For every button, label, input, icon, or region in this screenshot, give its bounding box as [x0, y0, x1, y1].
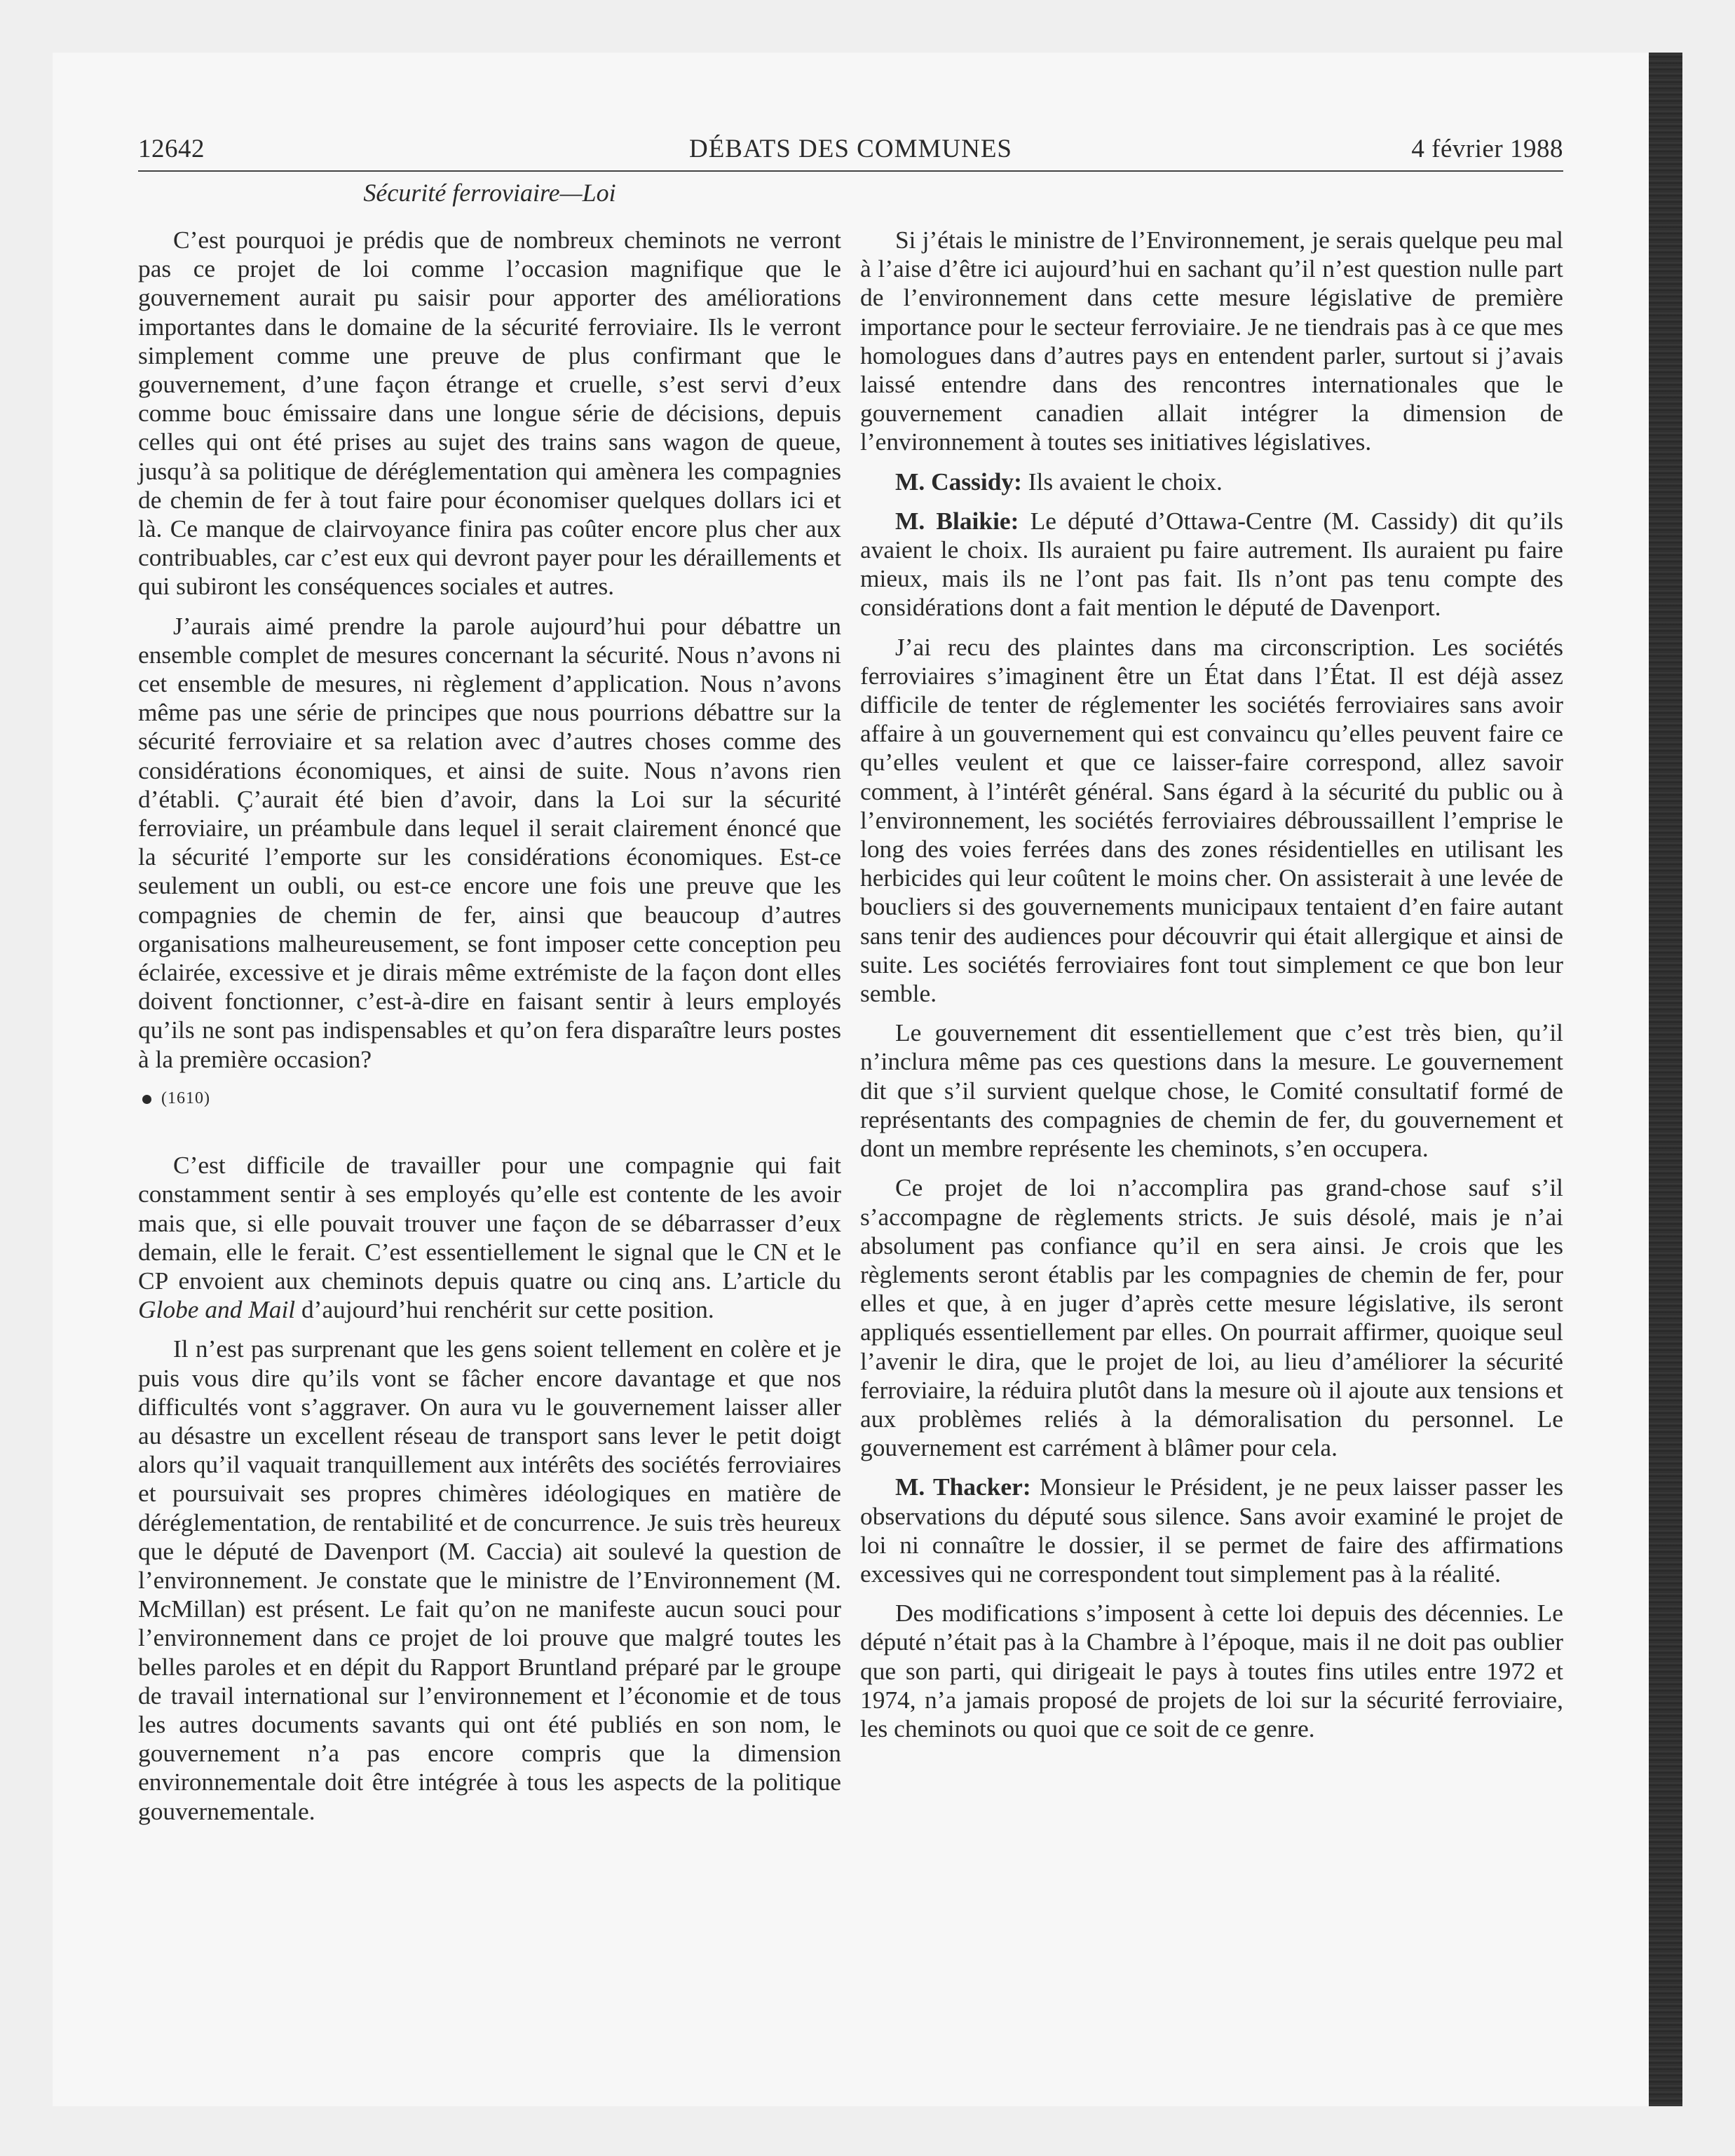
scan-edge-bar	[1649, 53, 1682, 2106]
speech	[860, 468, 1563, 496]
paragraph-text: d’aujourd’hui renchérit sur cette position.	[301, 1295, 714, 1324]
speech	[860, 1473, 1563, 1588]
speech-text: Ils avaient le choix.	[1028, 467, 1223, 496]
speaker-name: M. Blaikie:	[895, 506, 1019, 535]
section-subtitle: Sécurité ferroviaire—Loi	[363, 179, 616, 207]
publication-name: Globe and Mail	[138, 1295, 296, 1324]
paragraph: Il n’est pas surprenant que les gens soient tellement en colère et je puis vous dire qu’ils vont se fâcher encore davantage et que nos difficultés vont s’aggraver. On aura vu le gouvernement laisser aller au désastre un excellent réseau de transport sans lever le petit doigt alors qu’il vaquait tranquillement aux intérêts des sociétés ferroviaires et poursuivait ses propres chimères idéologiques en matière de déréglementation, de rentabilité et de concurrence. Je suis très heureux que le député de Davenport (M. Caccia) ait soulevé la question de l’environnement. Je constate que le ministre de l’Environnement (M. McMillan) est présent. Le fait qu’on ne manifeste aucun souci pour l’environnement dans ce projet de loi prouve que malgré toutes les belles paroles et en dépit du Rapport Bruntland préparé par le groupe de travail international sur l’environnement et l’économie et de tous les autres documents savants qui ont été publiés en son nom, le gouvernement n’a pas encore compris que la dimension environnementale doit être intégrée à tous les aspects de la politique gouvernementale.	[138, 1335, 841, 1825]
paragraph: Si j’étais le ministre de l’Environnement, je serais quelque peu mal à l’aise d’être ici aujourd’hui en sachant qu’il n’est question nulle part de l’environnement dans cette mesure législative de première importance pour le secteur ferroviaire. Je ne tiendrais pas à ce que mes homologues dans d’autres pays en entendent parler, surtout si j’avais laissé entendre dans des rencontres internationales que le gouvernement canadien allait intégrer la dimension de l’environnement à toutes ses initiatives législatives.	[860, 226, 1563, 456]
paragraph: Des modifications s’imposent à cette loi depuis des décennies. Le député n’était pas à la Chambre à l’époque, mais il ne doit pas oublier que son parti, qui dirigeait le pays à toutes fins utiles entre 1972 et 1974, n’a jamais proposé de projets de loi sur la sécurité ferroviaire, les cheminots ou quoi que ce soit de ce genre.	[860, 1599, 1563, 1742]
paragraph-text: C’est difficile de travailler pour une compagnie qui fait constamment sentir à ses employés qu’elle est contente de les avoir mais que, si elle pouvait trouver une façon de se débarrasser d’eux demain, elle le ferait. C’est essentiellement le signal que le CN et le CP envoient aux cheminots depuis quatre ou cinq ans. L’article du	[138, 1151, 841, 1295]
paragraph: C’est pourquoi je prédis que de nombreux cheminots ne verront pas ce projet de loi comme l’occasion magnifique que le gouvernement aurait pu saisir pour apporter des améliorations importantes dans le domaine de la sécurité ferroviaire. Ils le verront simplement comme une preuve de plus confirmant que le gouvernement, d’une façon étrange et cruelle, s’est servi d’eux comme bouc émissaire dans une longue série de décisions, depuis celles qui ont été prises au sujet des trains sans wagon de queue, jusqu’à sa politique de déréglementation qui amènera les compagnies de chemin de fer à tout faire pour économiser quelques dollars ici et là. Ce manque de clairvoyance finira pas coûter encore plus cher aux contribuables, car c’est eux qui devront payer pour les déraillements et qui subiront les conséquences sociales et autres.	[138, 226, 841, 601]
time-label: (1610)	[161, 1089, 210, 1107]
paragraph: Le gouvernement dit essentiellement que c’est très bien, qu’il n’inclura même pas ces questions dans la mesure. Le gouvernement dit que s’il survient quelque chose, le Comité consultatif formé de représentants des compagnies de chemin de fer, du gouvernement et dont un membre représente les cheminots, s’en occupera.	[860, 1018, 1563, 1163]
left-column	[138, 226, 841, 1836]
page-number: 12642	[138, 135, 205, 163]
right-column	[860, 226, 1563, 1754]
running-header	[138, 128, 1563, 172]
speech-text: Monsieur le Président, je ne peux laisser passer les observations du député sous silence. Sans avoir examiné le projet de loi ni connaître le dossier, il se permet de faire des affirmations excessives qui ne correspondent tout simplement pas à la réalité.	[860, 1473, 1563, 1588]
speech	[860, 507, 1563, 622]
header-date: 4 février 1988	[1411, 135, 1563, 163]
speech-text: Le député d’Ottawa-Centre (M. Cassidy) dit qu’ils avaient le choix. Ils auraient pu faire autrement. Ils auraient pu faire mieux, mais ils ne l’ont pas fait. Ils n’ont pas tenu compte des considérations dont a fait mention le député de Davenport.	[860, 506, 1563, 622]
paragraph	[138, 1151, 841, 1324]
time-marker	[138, 1084, 841, 1113]
bullet-icon	[142, 1095, 151, 1104]
paragraph: Ce projet de loi n’accomplira pas grand-chose sauf s’il s’accompagne de règlements stricts. Je suis désolé, mais je n’ai absolument pas confiance qu’il en sera ainsi. Je crois que les règlements seront établis par les compagnies de chemin de fer, pour elles et que, à en juger d’après cette mesure législative, ils seront appliqués essentiellement par elles. On pourrait affirmer, quoique seul l’avenir le dira, que le projet de loi, au lieu d’améliorer la sécurité ferroviaire, la réduira plutôt dans la mesure où il ajoute aux tensions et aux problèmes reliés à la démoralisation du personnel. Le gouvernement est carrément à blâmer pour cela.	[860, 1173, 1563, 1462]
speaker-name: M. Thacker:	[895, 1473, 1031, 1501]
publication-title: DÉBATS DES COMMUNES	[688, 135, 1012, 163]
paragraph: J’ai recu des plaintes dans ma circonscription. Les sociétés ferroviaires s’imaginent être un État dans l’État. Il est déjà assez difficile de tenter de réglementer les sociétés ferroviaires sans avoir affaire à un gouvernement qui est convaincu qu’elles peuvent faire ce qu’elles veulent et que ce laisser-faire correspond, allez savoir comment, à l’intérêt général. Sans égard à la sécurité du public ou à l’environnement, les sociétés ferroviaires débroussaillent l’emprise le long des voies ferrées dans des zones résidentielles en utilisant les herbicides qui leur coûtent le moins cher. On assisterait à une levée de boucliers si des gouvernements municipaux tentaient d’en faire autant sans tenir des audiences pour découvrir qui était allergique et ainsi de suite. Les sociétés ferroviaires font tout simplement ce que bon leur semble.	[860, 632, 1563, 1008]
paragraph: J’aurais aimé prendre la parole aujourd’hui pour débattre un ensemble complet de mesures concernant la sécurité. Nous n’avons ni cet ensemble de mesures, ni règlement d’application. Nous n’avons même pas une série de principes que nous pourrions débattre sur la sécurité ferroviaire et sa relation avec d’autres choses comme des considérations économiques, et ainsi de suite. Nous n’avons rien d’établi. Ç’aurait été bien d’avoir, dans la Loi sur la sécurité ferroviaire, un préambule dans lequel il serait clairement énoncé que la sécurité l’emporte sur les considérations économiques. Est-ce seulement un oubli, ou est-ce encore une fois une preuve que les compagnies de chemin de fer, ainsi que beaucoup d’autres organisations malheureusement, se font imposer cette conception peu éclairée, excessive et je dirais même extrémiste de la façon dont elles doivent fonctionner, c’est-à-dire en faisant sentir à leurs employés qu’ils ne sont pas indispensables et qu’on fera disparaître leurs postes à la première occasion?	[138, 611, 841, 1073]
speaker-name: M. Cassidy:	[895, 467, 1022, 496]
